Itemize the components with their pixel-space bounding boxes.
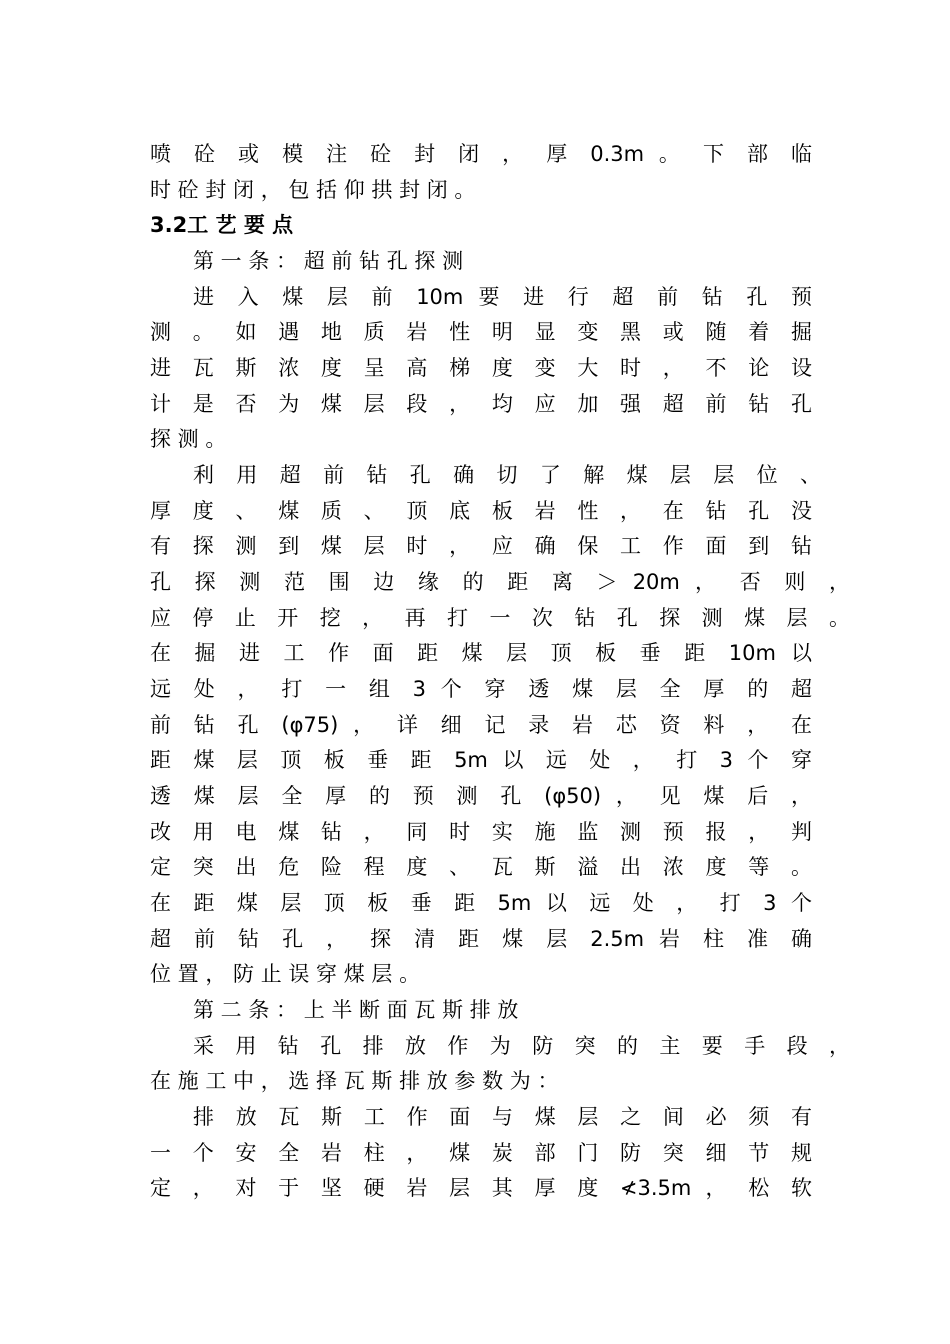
paragraph-line: 时 砼 封 闭 ， 包 括 仰 拱 封 闭 。: [150, 178, 476, 202]
paragraph-line: 利 用 超 前 钻 孔 确 切 了 解 煤 层 层 位 、: [193, 463, 821, 487]
paragraph-line: 有 探 测 到 煤 层 时 ， 应 确 保 工 作 面 到 钻: [150, 534, 812, 558]
section-heading: 3.2工 艺 要 点: [150, 213, 294, 237]
paragraph-line: 在 施 工 中 ， 选 择 瓦 斯 排 放 参 数 为 ：: [150, 1069, 559, 1093]
paragraph-line: 距 煤 层 顶 板 垂 距 5m 以 远 处 ， 打 3 个 穿: [150, 748, 812, 772]
paragraph-line: 测 。 如 遇 地 质 岩 性 明 显 变 黑 或 随 着 掘: [150, 320, 812, 344]
paragraph-line: 孔 探 测 范 围 边 缘 的 距 离 ＞ 20m ， 否 则 ，: [150, 570, 850, 594]
article-title: 第 二 条 ： 上 半 断 面 瓦 斯 排 放: [193, 998, 519, 1022]
paragraph-line: 改 用 电 煤 钻 ， 同 时 实 施 监 测 预 报 ， 判: [150, 820, 812, 844]
paragraph-line: 远 处 ， 打 一 组 3 个 穿 透 煤 层 全 厚 的 超: [150, 677, 812, 701]
paragraph-line: 定 ， 对 于 坚 硬 岩 层 其 厚 度 ≮3.5m ， 松 软: [150, 1176, 812, 1200]
paragraph-line: 在 掘 进 工 作 面 距 煤 层 顶 板 垂 距 10m 以: [150, 641, 812, 665]
paragraph-line: 超 前 钻 孔 ， 探 清 距 煤 层 2.5m 岩 柱 准 确: [150, 927, 812, 951]
paragraph-line: 透 煤 层 全 厚 的 预 测 孔 (φ50) ， 见 煤 后 ，: [150, 784, 812, 808]
paragraph-line: 探 测 。: [150, 427, 227, 451]
paragraph-line: 位 置 ， 防 止 误 穿 煤 层 。: [150, 962, 421, 986]
paragraph-line: 厚 度 、 煤 质 、 顶 底 板 岩 性 ， 在 钻 孔 没: [150, 499, 812, 523]
paragraph-line: 一 个 安 全 岩 柱 ， 煤 炭 部 门 防 突 细 节 规: [150, 1141, 812, 1165]
article-title: 第 一 条 ： 超 前 钻 孔 探 测: [193, 249, 464, 273]
paragraph-line: 采 用 钻 孔 排 放 作 为 防 突 的 主 要 手 段 ，: [193, 1034, 850, 1058]
paragraph-line: 喷 砼 或 模 注 砼 封 闭 ， 厚 0.3m 。 下 部 临: [150, 142, 812, 166]
paragraph-line: 定 突 出 危 险 程 度 、 瓦 斯 溢 出 浓 度 等 。: [150, 855, 812, 879]
paragraph-line: 计 是 否 为 煤 层 段 ， 均 应 加 强 超 前 钻 孔: [150, 392, 812, 416]
paragraph-line: 应 停 止 开 挖 ， 再 打 一 次 钻 孔 探 测 煤 层 。: [150, 606, 850, 630]
paragraph-line: 前 钻 孔 (φ75) ， 详 细 记 录 岩 芯 资 料 ， 在: [150, 713, 812, 737]
paragraph-line: 进 入 煤 层 前 10m 要 进 行 超 前 钻 孔 预: [193, 285, 812, 309]
paragraph-line: 排 放 瓦 斯 工 作 面 与 煤 层 之 间 必 须 有: [193, 1105, 812, 1129]
paragraph-line: 进 瓦 斯 浓 度 呈 高 梯 度 变 大 时 ， 不 论 设: [150, 356, 812, 380]
paragraph-line: 在 距 煤 层 顶 板 垂 距 5m 以 远 处 ， 打 3 个: [150, 891, 812, 915]
